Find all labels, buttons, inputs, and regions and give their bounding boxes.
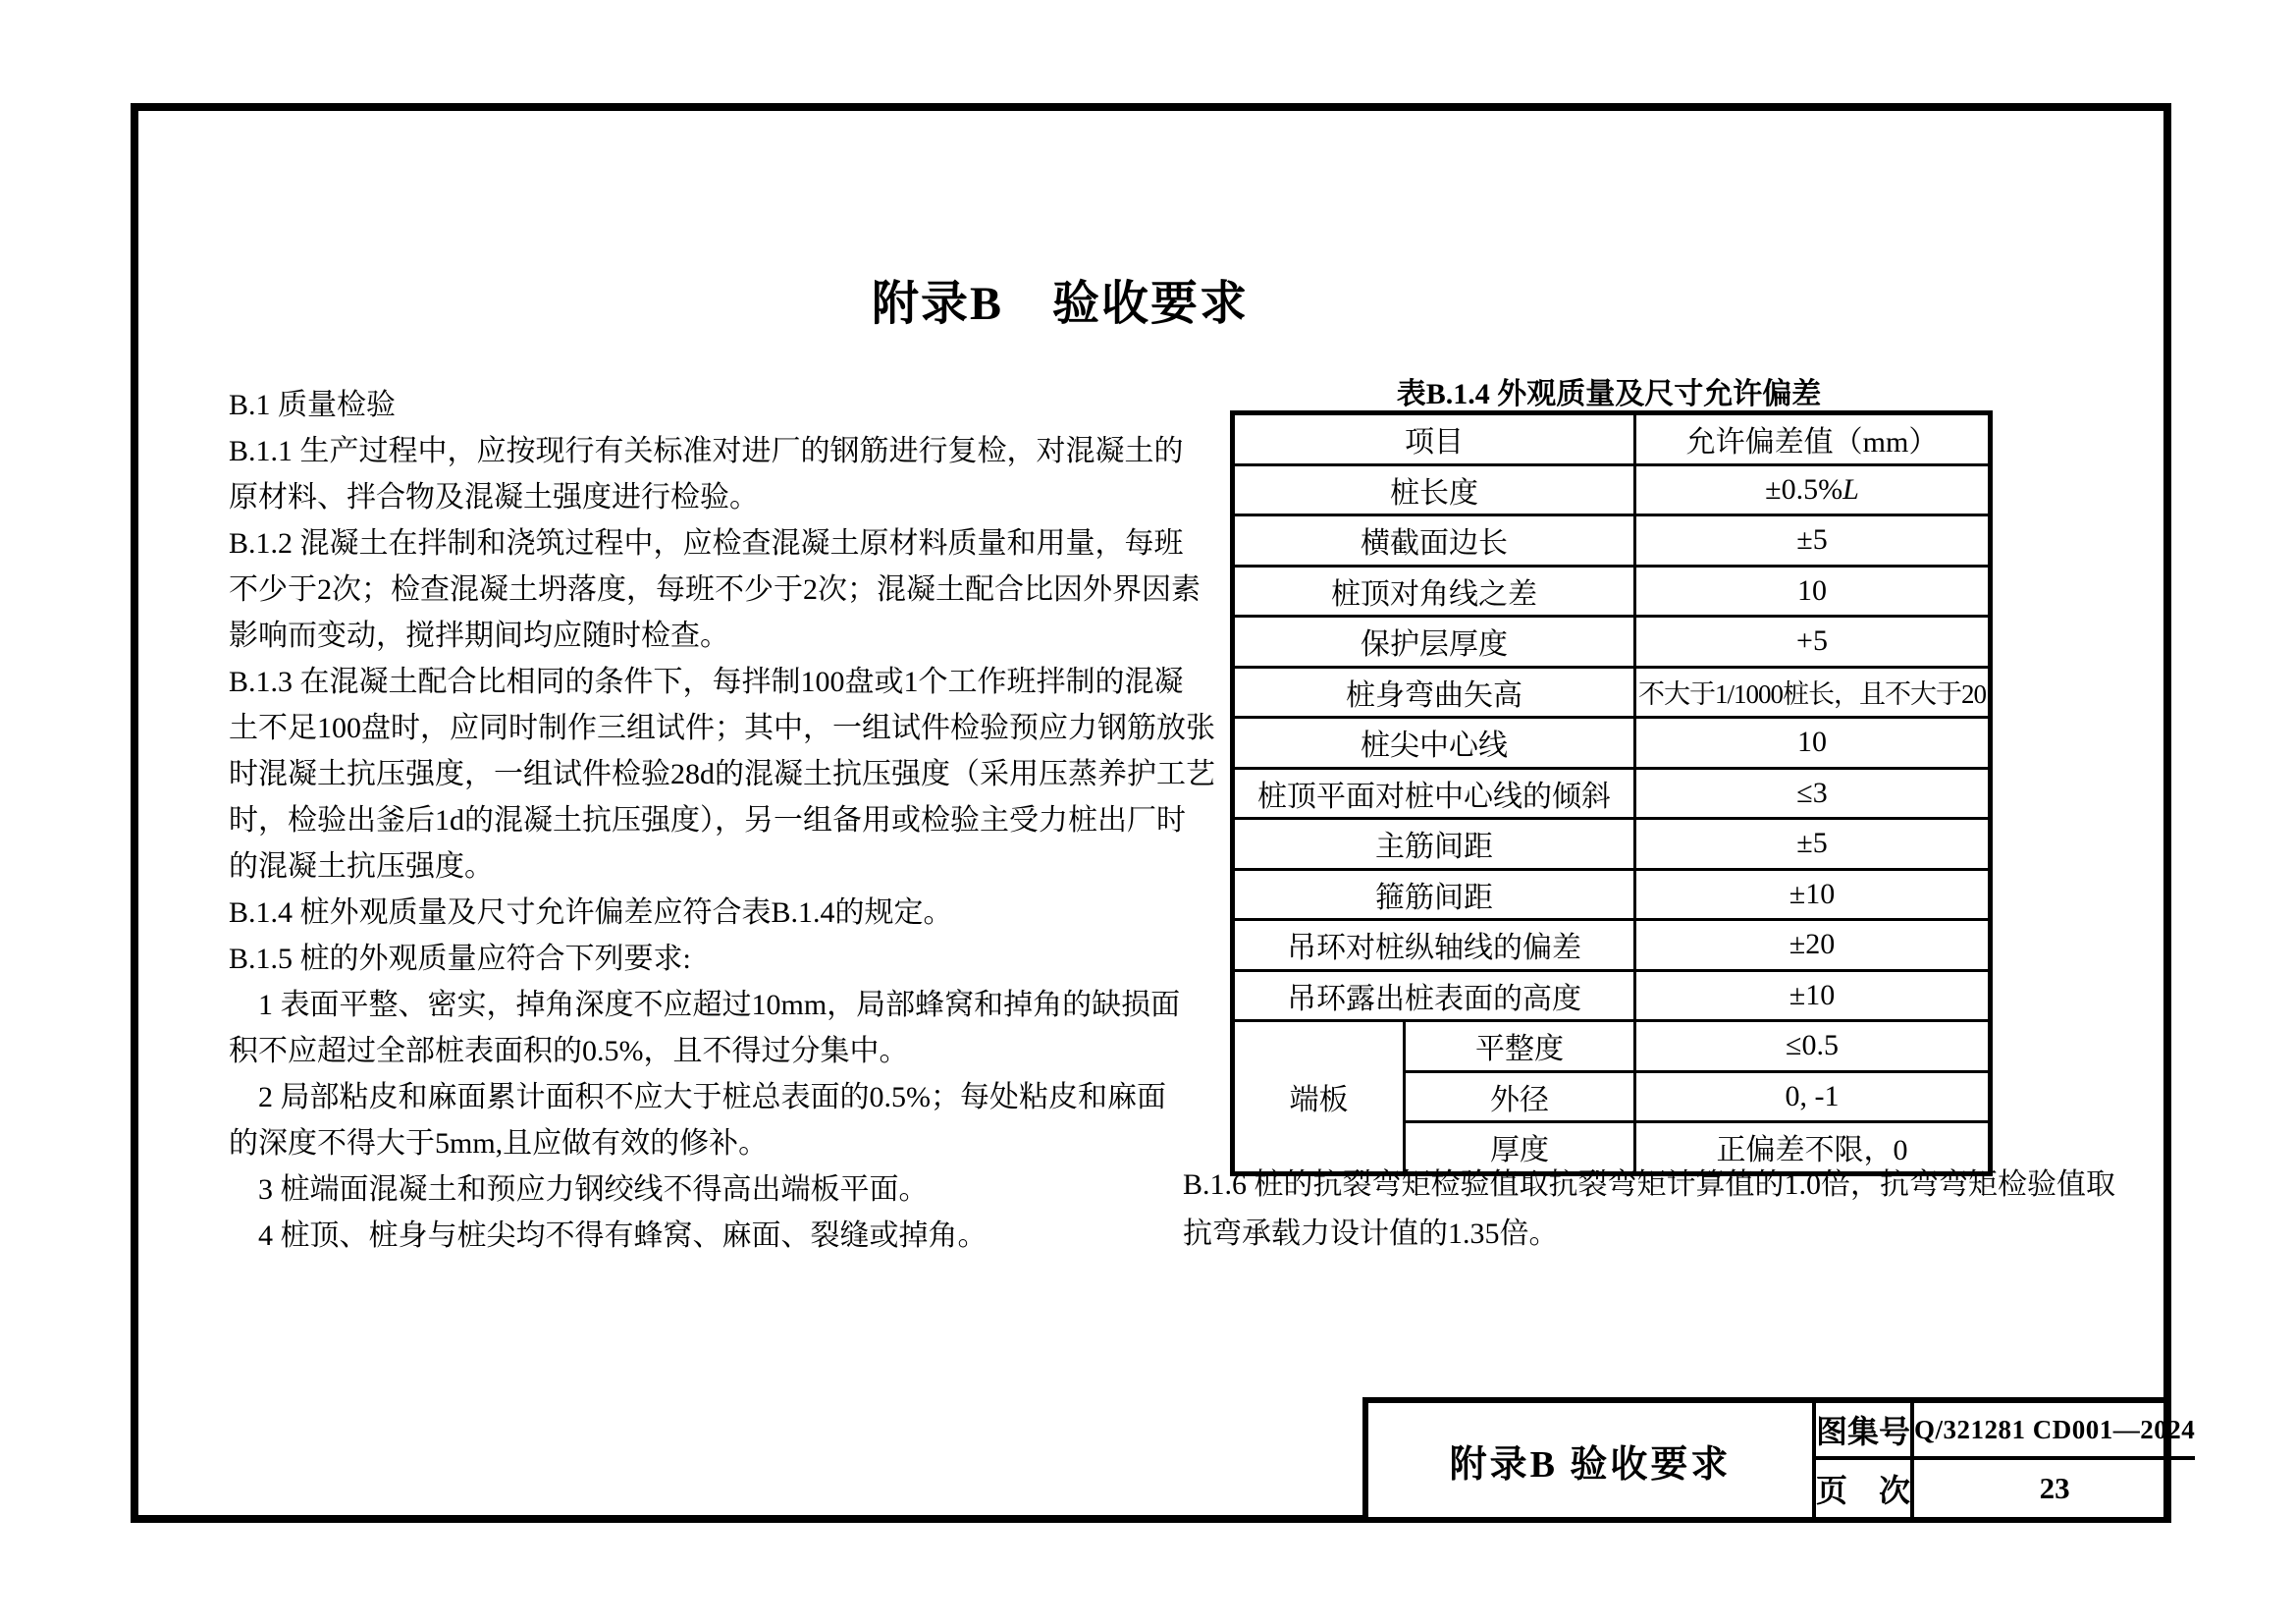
- text-line: 土不足100盘时，应同时制作三组试件；其中，一组试件检验预应力钢筋放张: [229, 712, 1215, 744]
- text-line: 4 桩顶、桩身与桩尖均不得有蜂窝、麻面、裂缝或掉角。: [229, 1219, 988, 1252]
- atlas-number-value: Q/321281 CD001—2024: [1914, 1403, 2195, 1460]
- text-line: 的深度不得大于5mm,且应做有效的修补。: [229, 1127, 769, 1160]
- text-line: 1 表面平整、密实，掉角深度不应超过10mm，局部蜂窝和掉角的缺损面: [229, 989, 1181, 1021]
- table-row: [1233, 970, 1991, 1021]
- deviation-table: [1230, 410, 1993, 1176]
- table-row: [1233, 667, 1991, 718]
- value-cell: ≤3: [1635, 768, 1991, 819]
- item-cell: 保护层厚度: [1233, 617, 1635, 668]
- item-cell: 桩顶对角线之差: [1233, 566, 1635, 617]
- value-text: ±0.5%: [1765, 472, 1843, 506]
- table-row: [1233, 566, 1991, 617]
- atlas-number-label: 图集号: [1816, 1403, 1914, 1460]
- header-item-cell: 项目: [1233, 413, 1635, 465]
- value-italic-suffix: L: [1842, 472, 1859, 506]
- item-cell: 箍筋间距: [1233, 869, 1635, 920]
- table-row: [1233, 920, 1991, 971]
- value-cell: +5: [1635, 617, 1991, 668]
- item-cell: 吊环露出桩表面的高度: [1233, 970, 1635, 1021]
- text-line: B.1.3 在混凝土配合比相同的条件下，每拌制100盘或1个工作班拌制的混凝: [229, 666, 1184, 698]
- table-row: [1233, 1021, 1991, 1072]
- text-line: B.1.4 桩外观质量及尺寸允许偏差应符合表B.1.4的规定。: [229, 896, 953, 929]
- header-value-cell: 允许偏差值（mm）: [1635, 413, 1991, 465]
- text-line: 3 桩端面混凝土和预应力钢绞线不得高出端板平面。: [229, 1173, 929, 1206]
- value-cell: 0, -1: [1635, 1071, 1991, 1122]
- text-line: 影响而变动，搅拌期间均应随时检查。: [229, 620, 729, 652]
- deviation-table-body: [1233, 413, 1991, 1174]
- deviation-table-wrap: [1230, 410, 1993, 1176]
- sub-item-cell: 厚度: [1405, 1122, 1635, 1174]
- value-cell: 10: [1635, 566, 1991, 617]
- table-row: [1233, 869, 1991, 920]
- page-number-label: 页 次: [1816, 1460, 1914, 1517]
- value-cell: 不大于1/1000桩长，且不大于20: [1635, 667, 1991, 718]
- note-line: 抗弯承载力设计值的1.35倍。: [1183, 1218, 1559, 1250]
- table-row: [1233, 718, 1991, 769]
- table-row: [1233, 464, 1991, 515]
- group-label-cell: 端板: [1233, 1021, 1405, 1174]
- note-b16: [1183, 1161, 2125, 1259]
- table-title: 表B.1.4 外观质量及尺寸允许偏差: [1396, 378, 1822, 410]
- table-row: [1233, 768, 1991, 819]
- sub-item-cell: 平整度: [1405, 1021, 1635, 1072]
- text-line: 原材料、拌合物及混凝土强度进行检验。: [229, 481, 759, 514]
- item-cell: 桩尖中心线: [1233, 718, 1635, 769]
- text-line: 不少于2次；检查混凝土坍落度，每班不少于2次；混凝土配合比因外界因素: [229, 573, 1201, 606]
- title-block: [1362, 1397, 2196, 1523]
- value-cell: ±10: [1635, 869, 1991, 920]
- item-cell: 桩身弯曲矢高: [1233, 667, 1635, 718]
- text-line: B.1.2 混凝土在拌制和浇筑过程中，应检查混凝土原材料质量和用量，每班: [229, 527, 1184, 560]
- value-cell: ±20: [1635, 920, 1991, 971]
- sub-item-cell: 外径: [1405, 1071, 1635, 1122]
- item-cell: 桩顶平面对桩中心线的倾斜: [1233, 768, 1635, 819]
- item-cell: 主筋间距: [1233, 819, 1635, 870]
- note-line: B.1.6 桩的抗裂弯矩检验值取抗裂弯矩计算值的1.0倍，抗弯弯矩检验值取: [1183, 1168, 2116, 1201]
- text-line: 时，检验出釜后1d的混凝土抗压强度），另一组备用或检验主受力桩出厂时: [229, 804, 1186, 837]
- item-cell: 桩长度: [1233, 464, 1635, 515]
- text-line: 时混凝土抗压强度，一组试件检验28d的混凝土抗压强度（采用压蒸养护工艺: [229, 758, 1215, 790]
- value-cell: ±5: [1635, 819, 1991, 870]
- text-line: B.1.1 生产过程中，应按现行有关标准对进厂的钢筋进行复检，对混凝土的: [229, 435, 1184, 467]
- value-cell: 正偏差不限，0: [1635, 1122, 1991, 1174]
- item-cell: 横截面边长: [1233, 515, 1635, 567]
- table-row: [1233, 819, 1991, 870]
- text-line: 的混凝土抗压强度。: [229, 850, 494, 883]
- table-row: [1233, 515, 1991, 567]
- text-line: B.1 质量检验: [229, 389, 397, 421]
- value-cell: ±10: [1635, 970, 1991, 1021]
- value-cell: ±5: [1635, 515, 1991, 567]
- item-cell: 吊环对桩纵轴线的偏差: [1233, 920, 1635, 971]
- value-cell: [1635, 464, 1991, 515]
- table-row: [1233, 617, 1991, 668]
- value-cell: ≤0.5: [1635, 1021, 1991, 1072]
- page-title: 附录B 验收要求: [871, 278, 1250, 330]
- table-header-row: [1233, 413, 1991, 465]
- page-number-value: 23: [2039, 1471, 2070, 1505]
- text-line: 2 局部粘皮和麻面累计面积不应大于桩总表面的0.5%；每处粘皮和麻面: [229, 1081, 1166, 1113]
- title-block-title: 附录B 验收要求: [1368, 1403, 1816, 1517]
- value-cell: 10: [1635, 718, 1991, 769]
- text-line: B.1.5 桩的外观质量应符合下列要求:: [229, 943, 691, 975]
- body-text: [229, 382, 1215, 1259]
- text-line: 积不应超过全部桩表面积的0.5%，且不得过分集中。: [229, 1035, 909, 1067]
